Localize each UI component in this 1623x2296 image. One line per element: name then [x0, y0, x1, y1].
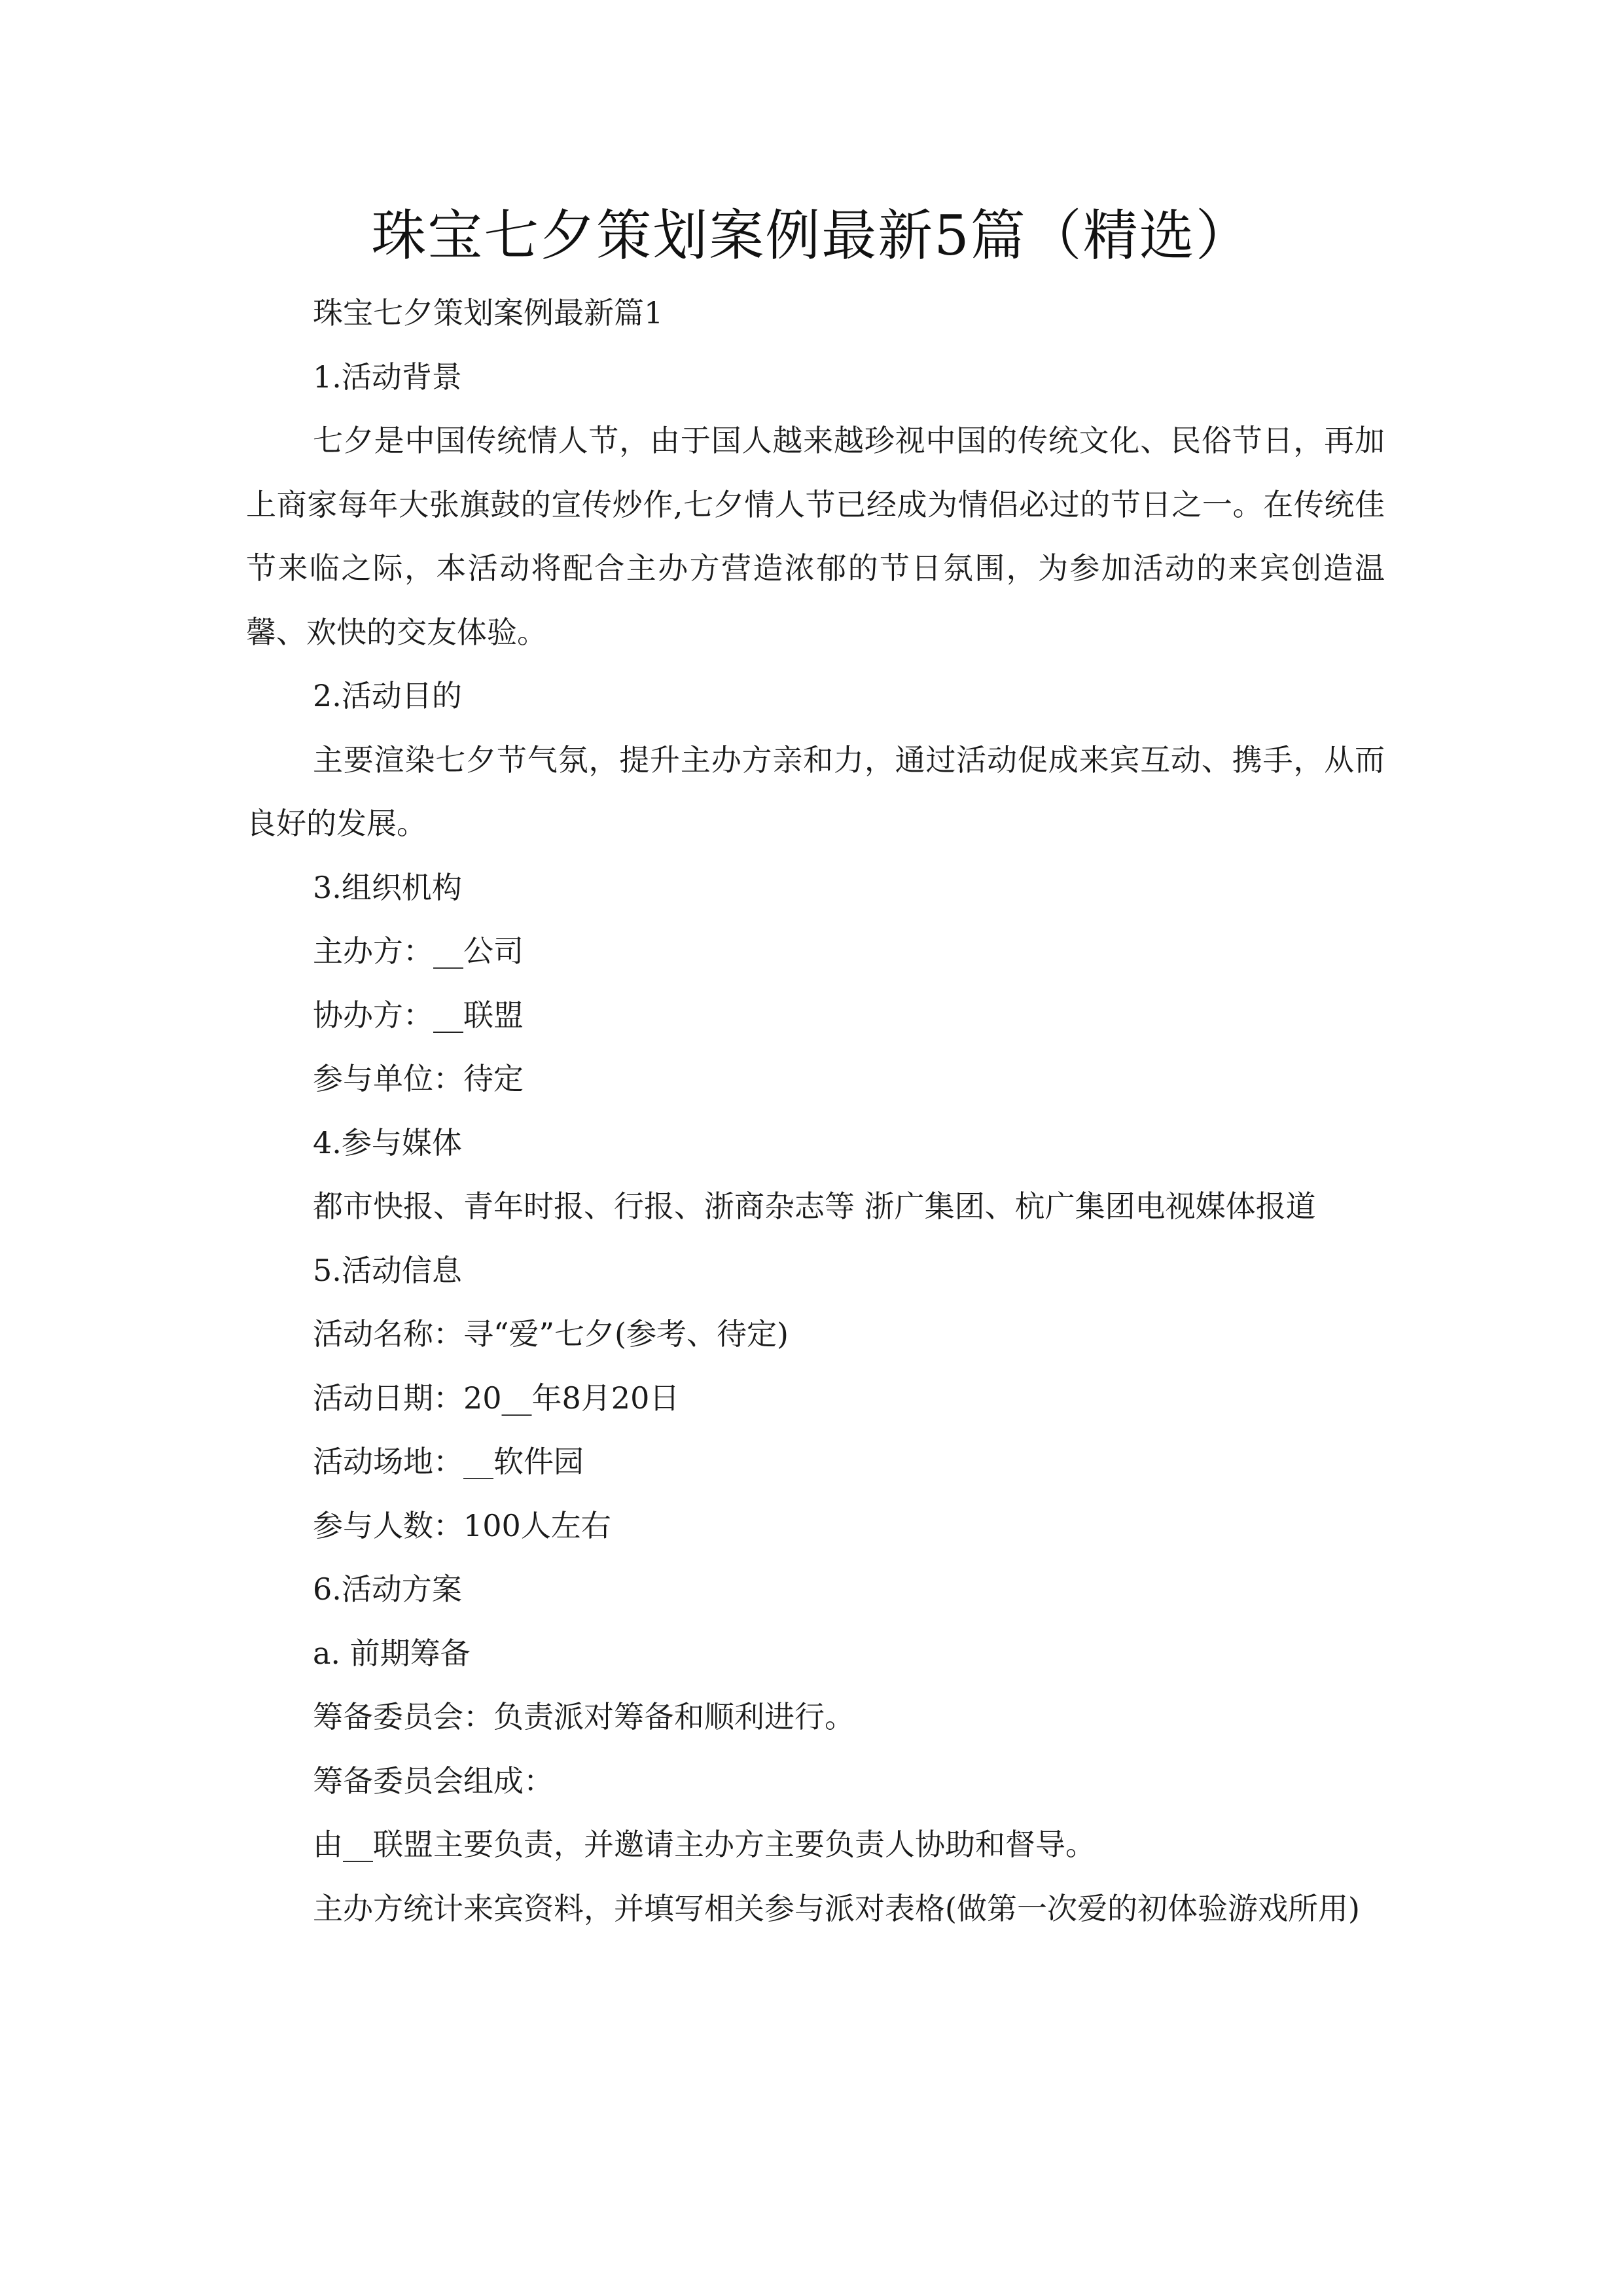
section-heading-organization: 3.组织机构: [313, 869, 462, 905]
line-committee-lead: 由__联盟主要负责，并邀请主办方主要负责人协助和督导。: [313, 1827, 1096, 1862]
paragraph-background: 七夕是中国传统情人节，由于国人越来越珍视中国的传统文化、民俗节日，再加上商家每年大张旗鼓的宣传炒作,七夕情人节已经成为情侣必过的节日之一。在传统佳节来临之际，本活动将配合主办方营造浓郁的节日氛围，为参加活动的来宾创造温馨、欢快的交友体验。: [246, 423, 1385, 650]
section-heading-plan: 6.活动方案: [313, 1571, 462, 1607]
line-event-venue: 活动场地：__软件园: [313, 1444, 584, 1479]
section-heading-media: 4.参与媒体: [313, 1124, 462, 1160]
section-heading-background: 1.活动背景: [313, 359, 462, 395]
section-heading-purpose: 2.活动目的: [313, 678, 462, 713]
line-event-date: 活动日期：20__年8月20日: [313, 1380, 680, 1416]
line-event-name: 活动名称：寻“爱”七夕(参考、待定): [313, 1316, 789, 1352]
document-title: 珠宝七夕策划案例最新5篇（精选）: [371, 204, 1252, 268]
line-committee-composition: 筹备委员会组成：: [313, 1763, 554, 1799]
line-attendance: 参与人数：100人左右: [313, 1507, 611, 1543]
line-committee: 筹备委员会：负责派对筹备和顺利进行。: [313, 1699, 855, 1734]
paragraph-purpose: 主要渲染七夕节气氛，提升主办方亲和力，通过活动促成来宾互动、携手，从而良好的发展。: [246, 742, 1385, 841]
subheading-preparation: a. 前期筹备: [313, 1635, 471, 1671]
paragraph-media: 都市快报、青年时报、行报、浙商杂志等 浙广集团、杭广集团电视媒体报道: [313, 1189, 1316, 1224]
paragraph-guest-statistics: 主办方统计来宾资料，并填写相关参与派对表格(做第一次爱的初体验游戏所用): [313, 1890, 1360, 1926]
line-co-host: 协办方：__联盟: [313, 997, 524, 1033]
line-host: 主办方：__公司: [313, 933, 524, 969]
document-body: [246, 281, 1385, 1941]
section-heading-info: 5.活动信息: [313, 1252, 462, 1288]
section-heading-article-1: 珠宝七夕策划案例最新篇1: [313, 295, 664, 331]
line-participants-units: 参与单位：待定: [313, 1061, 524, 1096]
